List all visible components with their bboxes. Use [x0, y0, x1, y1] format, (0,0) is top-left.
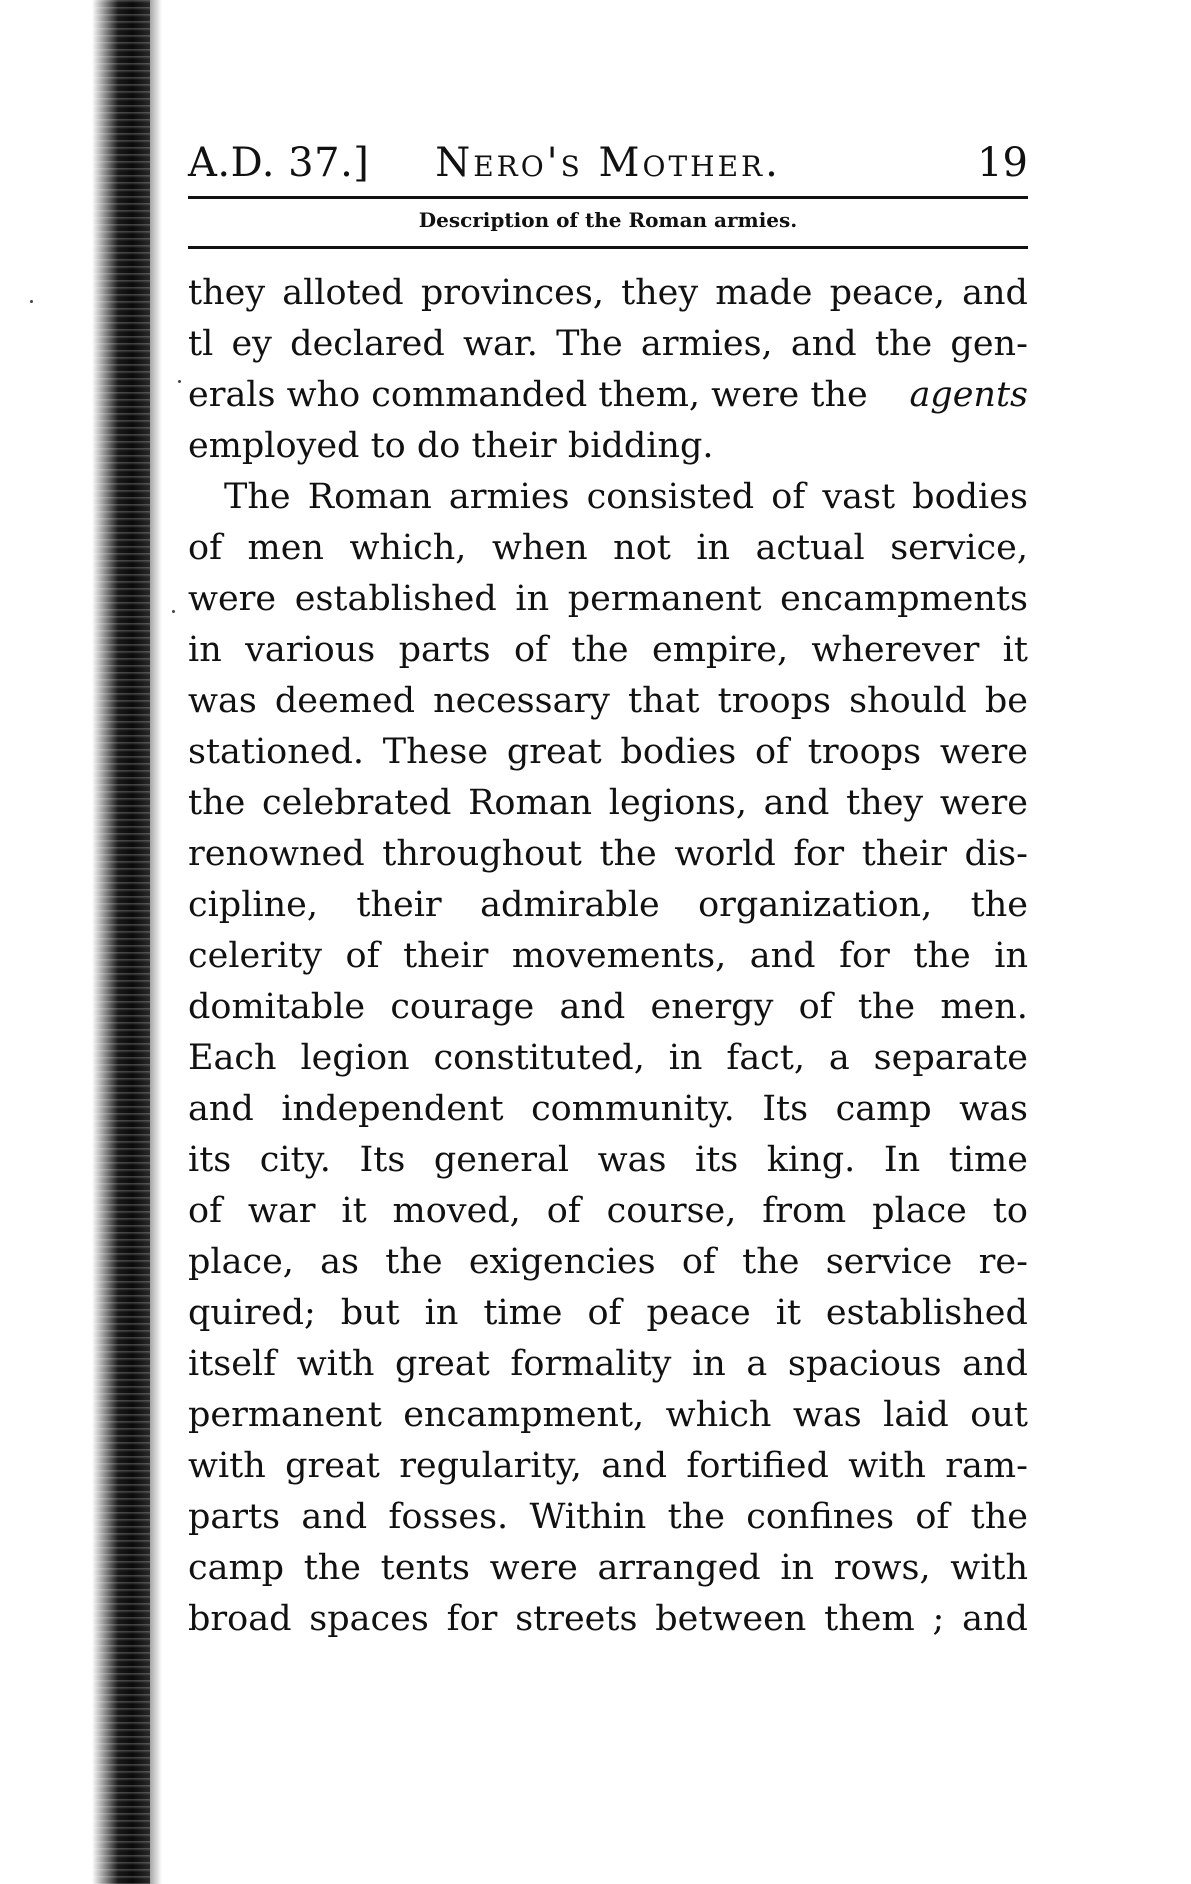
word: armies,: [640, 324, 773, 364]
word: a: [746, 1344, 768, 1384]
word: community.: [531, 1089, 735, 1129]
word: was: [597, 1140, 667, 1180]
subheading-rule: [188, 246, 1028, 249]
text-line: [188, 625, 1028, 676]
word: the: [742, 1242, 800, 1282]
word: fortified: [686, 1446, 829, 1486]
text-line: [188, 931, 1028, 982]
word: throughout: [382, 834, 582, 874]
word: it: [341, 1191, 367, 1231]
word: that: [628, 681, 700, 721]
scanned-gutter: [92, 0, 150, 1884]
word: their: [403, 936, 489, 976]
word: In: [883, 1140, 921, 1180]
word: them: [824, 1599, 915, 1639]
word: place: [872, 1191, 967, 1231]
word: moved,: [392, 1191, 521, 1231]
word: but: [340, 1293, 400, 1333]
word: of: [188, 1191, 223, 1231]
word: troops: [717, 681, 831, 721]
word: independent: [281, 1089, 504, 1129]
word: energy: [650, 987, 774, 1027]
word: ;: [932, 1599, 945, 1639]
word: for: [793, 834, 845, 874]
word: in: [994, 936, 1028, 976]
word: were: [489, 1548, 578, 1588]
word: established: [825, 1293, 1028, 1333]
word: declared: [290, 324, 445, 364]
scan-speck: [178, 380, 181, 383]
word: great: [285, 1446, 380, 1486]
word: troops: [807, 732, 922, 772]
text-line: [188, 1543, 1028, 1594]
word: men: [247, 528, 324, 568]
word: Roman: [307, 477, 432, 517]
word: peace: [646, 1293, 751, 1333]
word: fosses.: [388, 1497, 509, 1537]
word: gen-: [950, 324, 1028, 364]
scan-speck: [30, 300, 33, 303]
word: were: [939, 732, 1028, 772]
word: the: [599, 834, 657, 874]
word: legion: [300, 1038, 410, 1078]
word: The: [556, 324, 623, 364]
page-number: 19: [977, 140, 1028, 186]
word: ey: [231, 324, 272, 364]
word: Its: [359, 1140, 406, 1180]
word: which,: [349, 528, 467, 568]
text-line-part: erals who commanded them, were the: [188, 375, 868, 415]
word: to: [992, 1191, 1028, 1231]
word: domitable: [188, 987, 366, 1027]
word: they: [846, 783, 924, 823]
word: their: [861, 834, 947, 874]
word: out: [970, 1395, 1028, 1435]
text-line: [188, 1288, 1028, 1339]
word: the: [970, 885, 1028, 925]
word: the: [571, 630, 629, 670]
word: consisted: [586, 477, 755, 517]
word: should: [849, 681, 967, 721]
word: with: [188, 1446, 266, 1486]
word: not: [613, 528, 671, 568]
word: they: [621, 273, 699, 313]
text-line: [188, 1237, 1028, 1288]
text-line: [188, 727, 1028, 778]
word: in: [668, 1038, 703, 1078]
word: for: [446, 1599, 498, 1639]
word: vast: [822, 477, 896, 517]
word: and: [749, 936, 816, 976]
word: permanent: [188, 1395, 382, 1435]
word: fact,: [726, 1038, 805, 1078]
word: as: [320, 1242, 359, 1282]
body-text: [188, 268, 1028, 1645]
word: dis-: [964, 834, 1028, 874]
text-line: [188, 1339, 1028, 1390]
text-line: [188, 880, 1028, 931]
word: peace,: [829, 273, 945, 313]
word: encampments: [780, 579, 1028, 619]
word: the: [385, 1242, 443, 1282]
word: and: [962, 1599, 1028, 1639]
text-line: [188, 778, 1028, 829]
word: were: [939, 783, 1028, 823]
word: in: [692, 1344, 726, 1384]
italic-word: agents: [909, 375, 1028, 415]
word: and: [601, 1446, 668, 1486]
word: celebrated: [261, 783, 452, 823]
word: tents: [380, 1548, 471, 1588]
word: and: [962, 1344, 1028, 1384]
word: men.: [940, 987, 1028, 1027]
text-line: [188, 1441, 1028, 1492]
word: a: [828, 1038, 850, 1078]
word: in: [696, 528, 731, 568]
word: its: [695, 1140, 739, 1180]
word: the: [303, 1548, 362, 1588]
word: be: [984, 681, 1028, 721]
word: spaces: [309, 1599, 429, 1639]
word: rows,: [833, 1548, 931, 1588]
word: made: [715, 273, 813, 313]
running-header: [188, 140, 1028, 190]
word: in: [424, 1293, 459, 1333]
word: of: [754, 732, 789, 772]
word: and: [188, 1089, 254, 1129]
word: in: [188, 630, 222, 670]
word: deemed: [274, 681, 416, 721]
word: camp: [835, 1089, 932, 1129]
word: of: [345, 936, 380, 976]
word: time: [483, 1293, 563, 1333]
word: the: [874, 324, 933, 364]
word: war: [247, 1191, 316, 1231]
word: spacious: [787, 1344, 942, 1384]
word: exigencies: [468, 1242, 656, 1282]
word: Within: [529, 1497, 647, 1537]
word: of: [771, 477, 806, 517]
word: admirable: [480, 885, 660, 925]
word: necessary: [433, 681, 610, 721]
word: the: [913, 936, 971, 976]
word: ram-: [945, 1446, 1028, 1486]
text-line: [188, 1492, 1028, 1543]
word: encampment,: [403, 1395, 645, 1435]
word: great: [506, 732, 602, 772]
word: movements,: [511, 936, 727, 976]
text-line: [188, 319, 1028, 370]
word: and: [763, 783, 830, 823]
text-line: [188, 268, 1028, 319]
header-title: Nero's Mother.: [435, 140, 781, 186]
word: These: [382, 732, 489, 772]
word: were: [188, 579, 277, 619]
word: with: [950, 1548, 1028, 1588]
word: various: [245, 630, 376, 670]
word: formality: [510, 1344, 672, 1384]
text-line: [188, 1594, 1028, 1645]
word: courage: [390, 987, 535, 1027]
word: Its: [762, 1089, 809, 1129]
word: empire,: [652, 630, 789, 670]
word: arranged: [597, 1548, 761, 1588]
word: of: [681, 1242, 716, 1282]
text-line: [188, 1186, 1028, 1237]
text-line: [188, 1084, 1028, 1135]
word: wherever: [811, 630, 980, 670]
word: city.: [259, 1140, 331, 1180]
word: confines: [746, 1497, 895, 1537]
word: provinces,: [420, 273, 604, 313]
word: in: [780, 1548, 815, 1588]
word: of: [587, 1293, 622, 1333]
word: time: [948, 1140, 1028, 1180]
word: between: [655, 1599, 807, 1639]
word: quired;: [188, 1293, 316, 1333]
header-date: A.D. 37.]: [188, 140, 370, 186]
subheading: Description of the Roman armies.: [418, 208, 798, 232]
header-rule: [188, 196, 1028, 199]
word: Each: [188, 1038, 277, 1078]
word: of: [915, 1497, 950, 1537]
word: bodies: [912, 477, 1028, 517]
paragraph-first-line: [188, 472, 1028, 523]
word: when: [491, 528, 588, 568]
word: and: [559, 987, 626, 1027]
word: great: [395, 1344, 490, 1384]
word: of: [546, 1191, 581, 1231]
word: armies: [448, 477, 570, 517]
word: celerity: [188, 936, 322, 976]
text-line: [188, 574, 1028, 625]
word: from: [762, 1191, 847, 1231]
text-line: [188, 676, 1028, 727]
word: with: [296, 1344, 375, 1384]
word: the: [970, 1497, 1028, 1537]
word: with: [848, 1446, 926, 1486]
word: alloted: [282, 273, 404, 313]
word: organization,: [698, 885, 933, 925]
word: the: [188, 783, 246, 823]
word: service: [825, 1242, 953, 1282]
word: permanent: [567, 579, 762, 619]
word: parts: [398, 630, 491, 670]
word: general: [433, 1140, 570, 1180]
word: they: [188, 273, 266, 313]
text-line: [188, 523, 1028, 574]
word: the: [857, 987, 916, 1027]
word: bodies: [620, 732, 737, 772]
word: camp: [188, 1548, 285, 1588]
word: place,: [188, 1242, 294, 1282]
text-line: [188, 1135, 1028, 1186]
word: service,: [890, 528, 1028, 568]
word: it: [775, 1293, 801, 1333]
word: of: [513, 630, 548, 670]
word: cipline,: [188, 885, 318, 925]
word: of: [798, 987, 833, 1027]
text-line: [188, 1390, 1028, 1441]
word: in: [515, 579, 550, 619]
word: was: [188, 681, 257, 721]
word: re-: [978, 1242, 1028, 1282]
word: legions,: [608, 783, 747, 823]
word: stationed.: [188, 732, 365, 772]
word: of: [188, 528, 223, 568]
word: streets: [515, 1599, 638, 1639]
word: course,: [606, 1191, 737, 1231]
word: king.: [766, 1140, 856, 1180]
word: for: [839, 936, 890, 976]
word: laid: [883, 1395, 949, 1435]
gutter-shadow: [150, 0, 162, 1884]
word: regularity,: [399, 1446, 582, 1486]
word: and: [962, 273, 1028, 313]
word: separate: [873, 1038, 1028, 1078]
word: and: [790, 324, 857, 364]
text-line: employed to do their bidding.: [188, 426, 714, 466]
word: parts: [188, 1497, 281, 1537]
word: Roman: [468, 783, 593, 823]
text-line: [188, 982, 1028, 1033]
word: renowned: [188, 834, 365, 874]
word: The: [224, 477, 291, 517]
word: their: [356, 885, 442, 925]
word: was: [959, 1089, 1028, 1129]
word: broad: [188, 1599, 292, 1639]
text-line: [188, 1033, 1028, 1084]
word: which: [665, 1395, 772, 1435]
text-line-with-italic: [188, 370, 1028, 421]
word: war.: [463, 324, 538, 364]
word: and: [301, 1497, 368, 1537]
word: actual: [755, 528, 865, 568]
text-line: [188, 829, 1028, 880]
word: the: [667, 1497, 725, 1537]
word: was: [792, 1395, 862, 1435]
word: its: [188, 1140, 232, 1180]
word: tl: [188, 324, 214, 364]
word: established: [294, 579, 497, 619]
word: it: [1002, 630, 1028, 670]
word: constituted,: [433, 1038, 645, 1078]
word: world: [674, 834, 776, 874]
word: itself: [188, 1344, 277, 1384]
scan-speck: [172, 610, 175, 613]
